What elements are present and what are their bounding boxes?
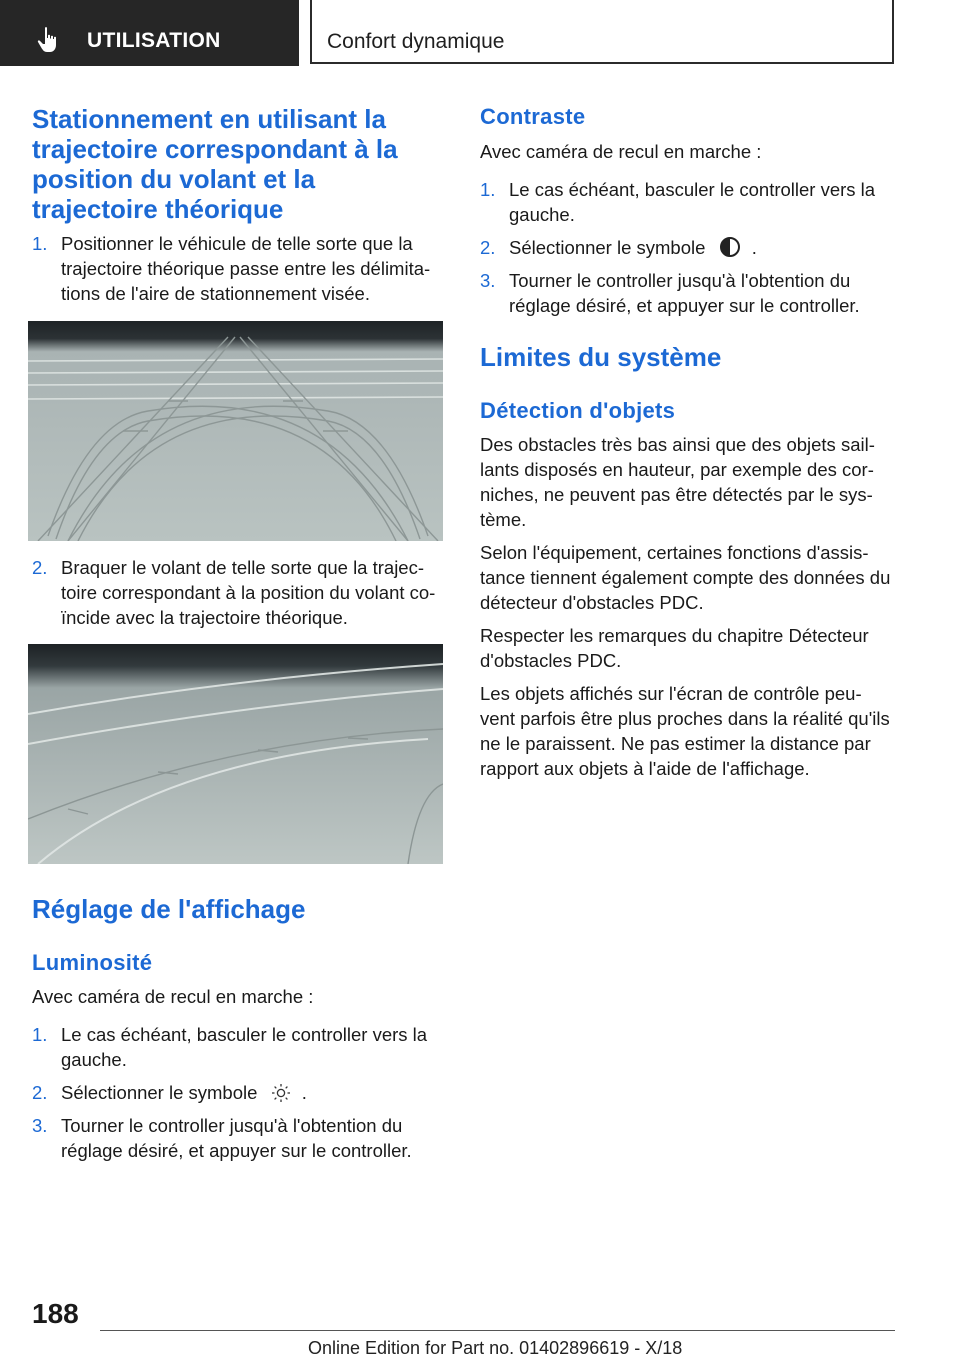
- list-item: [32, 1080, 447, 1105]
- section-label: UTILISATION: [87, 29, 221, 52]
- paragraph: Respecter les remarques du chapitre Détecteur d'obstacles PDC.: [480, 625, 869, 671]
- list-item: [480, 235, 896, 260]
- step-number: 2.: [480, 237, 496, 258]
- object-detection-title: Détection d'objets: [480, 398, 676, 423]
- step-text: Sélectionner le symbole: [509, 237, 706, 258]
- parking-steps-1: [32, 231, 447, 306]
- list-item: [32, 231, 447, 306]
- subsection-tab: [310, 0, 894, 64]
- step-number: 3.: [32, 1115, 48, 1136]
- contrast-title: Contraste: [480, 104, 586, 129]
- camera-image-trajectory-1: [28, 321, 443, 541]
- hand-pointer-icon: [36, 26, 60, 54]
- step-number: 2.: [32, 1082, 48, 1103]
- step-text: Tourner le controller jusqu'à l'obtention du réglage désiré, et appuyer sur le controller.: [509, 270, 860, 316]
- step-text-end: .: [751, 237, 757, 258]
- edition-note: Online Edition for Part no. 01402896619 - X/18: [308, 1338, 683, 1358]
- step-number: 1.: [32, 1024, 48, 1045]
- step-text: Sélectionner le symbole: [61, 1082, 258, 1103]
- contrast-steps: [480, 177, 896, 318]
- list-item: [32, 1113, 447, 1163]
- step-text: Positionner le véhicule de telle sorte que la trajectoire théorique passe entre les délimita-tions de l'aire de stationnement visée.: [61, 233, 431, 304]
- step-text-end: .: [301, 1082, 307, 1103]
- contrast-intro: Avec caméra de recul en marche :: [480, 141, 762, 162]
- display-settings-title: Réglage de l'affichage: [32, 894, 306, 924]
- camera-image-trajectory-2: [28, 644, 443, 864]
- list-item: [480, 268, 896, 318]
- section-tab: [0, 0, 299, 66]
- brightness-intro: Avec caméra de recul en marche :: [32, 986, 314, 1007]
- sun-brightness-icon: [271, 1083, 291, 1103]
- list-item: [32, 555, 447, 630]
- object-detection-body: [480, 432, 896, 781]
- list-item: [480, 177, 896, 227]
- paragraph: Des obstacles très bas ainsi que des objets sail-lants disposés en hauteur, par exemple des cor-niches, ne peuvent pas être détectés par le sys-tème.: [480, 434, 875, 530]
- step-number: 2.: [32, 557, 48, 578]
- step-text: Braquer le volant de telle sorte que la trajec-toire correspondant à la position du volant co-ïncide avec la trajectoire théorique.: [61, 557, 436, 628]
- list-item: [32, 1022, 447, 1072]
- parking-title: Stationnement en utilisant la trajectoire correspondant à la position du volant et la trajectoire théorique: [32, 104, 398, 224]
- paragraph: Les objets affichés sur l'écran de contrôle peu-vent parfois être plus proches dans la réalité qu'ils ne le paraissent. Ne pas estimer la distance par rapport aux objets à l'aide de l'affichage.: [480, 683, 890, 779]
- subsection-label: Confort dynamique: [327, 30, 505, 53]
- parking-steps-2: [32, 555, 447, 630]
- step-number: 1.: [480, 179, 496, 200]
- page-number: 188: [32, 1298, 79, 1329]
- footer-divider: [100, 1330, 895, 1331]
- step-number: 1.: [32, 233, 48, 254]
- brightness-steps: [32, 1022, 447, 1163]
- contrast-half-circle-icon: [719, 236, 741, 258]
- step-text: Le cas échéant, basculer le controller vers la gauche.: [509, 179, 876, 225]
- step-text: Tourner le controller jusqu'à l'obtention du réglage désiré, et appuyer sur le controller.: [61, 1115, 412, 1161]
- step-text: Le cas échéant, basculer le controller vers la gauche.: [61, 1024, 428, 1070]
- system-limits-title: Limites du système: [480, 342, 722, 372]
- paragraph: Selon l'équipement, certaines fonctions d'assis-tance tiennent également compte des données du détecteur d'obstacles PDC.: [480, 542, 891, 613]
- brightness-title: Luminosité: [32, 950, 153, 975]
- step-number: 3.: [480, 270, 496, 291]
